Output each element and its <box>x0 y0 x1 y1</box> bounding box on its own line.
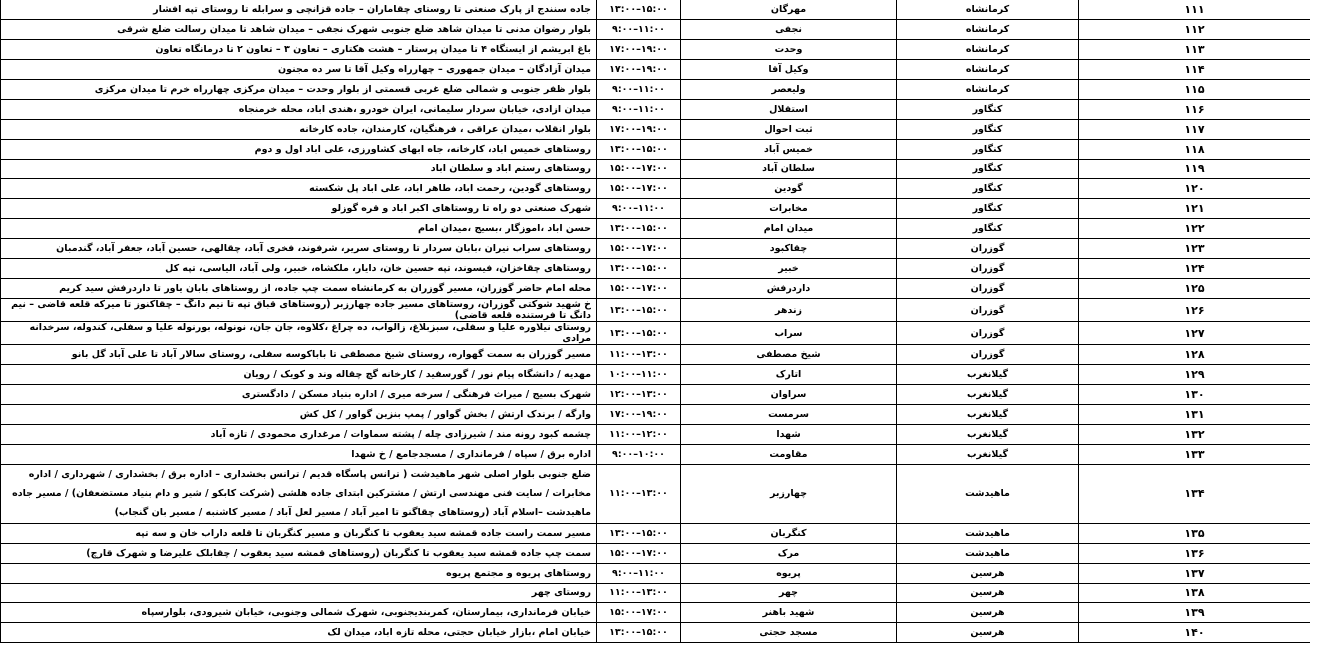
time-window-cell: ۱۷:۰۰–۱۹:۰۰ <box>597 119 681 139</box>
area-description-cell: روستاهای رستم اباد و سلطان اباد <box>1 159 597 179</box>
time-window-cell: ۹:۰۰–۱۱:۰۰ <box>597 19 681 39</box>
table-row <box>1 543 1311 563</box>
row-number-cell: ۱۱۷ <box>1079 119 1311 139</box>
area-description-cell: بلوار ظفر جنوبی و شمالی ضلع غربی قسمتی از بلوار وحدت – میدان مرکزی چهارراه خرم تا میدان مرکزی <box>1 79 597 99</box>
feeder-name-cell: سراب <box>681 322 897 345</box>
time-window-cell: ۱۵:۰۰–۱۷:۰۰ <box>597 603 681 623</box>
area-description-cell: میدان آزادگان – میدان جمهوری – چهارراه وکیل آقا تا سر ده مجنون <box>1 59 597 79</box>
city-cell: هرسین <box>897 603 1079 623</box>
feeder-name-cell: خبیر <box>681 259 897 279</box>
city-cell: گوزران <box>897 322 1079 345</box>
feeder-name-cell: وحدت <box>681 39 897 59</box>
row-number-cell: ۱۲۱ <box>1079 199 1311 219</box>
table-row <box>1 424 1311 444</box>
city-cell: گیلانغرب <box>897 444 1079 464</box>
row-number-cell: ۱۳۵ <box>1079 523 1311 543</box>
page-margin <box>1310 0 1328 667</box>
row-number-cell: ۱۱۳ <box>1079 39 1311 59</box>
feeder-name-cell: سراوان <box>681 384 897 404</box>
city-cell: کنگاور <box>897 219 1079 239</box>
feeder-name-cell: ولیعصر <box>681 79 897 99</box>
feeder-name-cell: سلطان آباد <box>681 159 897 179</box>
row-number-cell: ۱۳۷ <box>1079 563 1311 583</box>
city-cell: کنگاور <box>897 159 1079 179</box>
area-description-cell: میدان ازادی، خیابان سردار سلیمانی، ایران خودرو ،هندی اباد، محله خرمنجاه <box>1 99 597 119</box>
time-window-cell: ۹:۰۰–۱۱:۰۰ <box>597 199 681 219</box>
area-description-cell: خ شهید شوکتی گوزران، روستاهای مسیر جاده چهارزبر (روستاهای قباق تپه تا نیم دانگ – چقاکنوز تا میرکه قلعه قاضی – نیم دانگ تا فرستنده قلعه قاضی) <box>1 299 597 322</box>
feeder-name-cell: گودین <box>681 179 897 199</box>
time-window-cell: ۱۰:۰۰–۱۱:۰۰ <box>597 365 681 385</box>
feeder-name-cell: زندهر <box>681 299 897 322</box>
area-description-cell: اداره برق / سپاه / فرمانداری / مسجدجامع / خ شهدا <box>1 444 597 464</box>
table-row <box>1 199 1311 219</box>
row-number-cell: ۱۳۴ <box>1079 464 1311 523</box>
schedule-table-body <box>1 0 1311 643</box>
area-description-cell: روستاهای پریوه و مجتمع پریوه <box>1 563 597 583</box>
feeder-name-cell: ثبت احوال <box>681 119 897 139</box>
area-description-cell: مسیر گوزران به سمت گهواره، روستای شیخ مصطفی تا باباکوسه سفلی، روستای سالار آباد تا علی آباد گل بانو <box>1 345 597 365</box>
feeder-name-cell: استقلال <box>681 99 897 119</box>
feeder-name-cell: داردرفش <box>681 279 897 299</box>
area-description-cell: محله امام حاضر گوزران، مسیر گوزران به کرمانشاه سمت چپ جاده، از روستاهای بابان یاور تا داردرفش سید کریم <box>1 279 597 299</box>
table-row <box>1 279 1311 299</box>
feeder-name-cell: نجفی <box>681 19 897 39</box>
time-window-cell: ۱۵:۰۰–۱۷:۰۰ <box>597 279 681 299</box>
row-number-cell: ۱۳۳ <box>1079 444 1311 464</box>
city-cell: کنگاور <box>897 139 1079 159</box>
feeder-name-cell: کنگربان <box>681 523 897 543</box>
city-cell: کنگاور <box>897 199 1079 219</box>
area-description-cell: مهدیه / دانشگاه پیام نور / گورسفید / کارخانه گچ چقاله وند و کویک / رویان <box>1 365 597 385</box>
row-number-cell: ۱۳۶ <box>1079 543 1311 563</box>
area-description-cell: بلوار انقلاب ،میدان عراقی ، فرهنگیان، کارمندان، جاده کارخانه <box>1 119 597 139</box>
feeder-name-cell: مقاومت <box>681 444 897 464</box>
time-window-cell: ۱۷:۰۰–۱۹:۰۰ <box>597 59 681 79</box>
area-description-cell: روستاهای گودین، رحمت اباد، طاهر اباد، علی اباد پل شکسته <box>1 179 597 199</box>
row-number-cell: ۱۱۵ <box>1079 79 1311 99</box>
row-number-cell: ۱۲۲ <box>1079 219 1311 239</box>
time-window-cell: ۱۳:۰۰–۱۵:۰۰ <box>597 523 681 543</box>
table-row <box>1 79 1311 99</box>
city-cell: هرسین <box>897 583 1079 603</box>
city-cell: کنگاور <box>897 179 1079 199</box>
city-cell: هرسین <box>897 563 1079 583</box>
feeder-name-cell: اتارک <box>681 365 897 385</box>
feeder-name-cell: چقاکبود <box>681 239 897 259</box>
table-row <box>1 464 1311 523</box>
row-number-cell: ۱۴۰ <box>1079 623 1311 643</box>
row-number-cell: ۱۱۴ <box>1079 59 1311 79</box>
feeder-name-cell: شهدا <box>681 424 897 444</box>
time-window-cell: ۹:۰۰–۱۰:۰۰ <box>597 444 681 464</box>
row-number-cell: ۱۱۲ <box>1079 19 1311 39</box>
area-description-cell: چشمه کبود رونه مند / شیرزادی چله / پشته سماوات / مرغداری محمودی / تازه آباد <box>1 424 597 444</box>
feeder-name-cell: مسجد حجتی <box>681 623 897 643</box>
row-number-cell: ۱۳۸ <box>1079 583 1311 603</box>
feeder-name-cell: مهرگان <box>681 0 897 19</box>
area-description-cell: خیابان فرمانداری، بیمارستان، کمربندیجنوبی، شهرک شمالی وجنوبی، خیابان شیرودی، بلوارسپاه <box>1 603 597 623</box>
time-window-cell: ۱۱:۰۰–۱۳:۰۰ <box>597 345 681 365</box>
time-window-cell: ۱۳:۰۰–۱۵:۰۰ <box>597 139 681 159</box>
area-description-cell: جاده سنندج از پارک صنعتی تا روستای چقاماران – جاده قزانچی و سرابله تا روستای تپه افشار <box>1 0 597 19</box>
table-row <box>1 119 1311 139</box>
area-description-cell: مسیر سمت راست جاده قمشه سید یعقوب تا کنگربان و مسیر کنگربان تا قلعه داراب خان و سه تپه <box>1 523 597 543</box>
area-description-cell: روستای نیلاوره علیا و سفلی، سبزبلاغ، زالوآب، ده چراغ ،کلاوه، جان جان، نونوله، بورنوله علیا و سفلی، کندوله، سرخدانه مرادی <box>1 322 597 345</box>
city-cell: ماهیدشت <box>897 464 1079 523</box>
time-window-cell: ۱۱:۰۰–۱۲:۰۰ <box>597 424 681 444</box>
time-window-cell: ۱۵:۰۰–۱۷:۰۰ <box>597 159 681 179</box>
table-row <box>1 259 1311 279</box>
row-number-cell: ۱۱۸ <box>1079 139 1311 159</box>
row-number-cell: ۱۳۲ <box>1079 424 1311 444</box>
table-row <box>1 139 1311 159</box>
area-description-cell: شهرک بسیج / میراث فرهنگی / سرخه میری / اداره بنیاد مسکن / دادگستری <box>1 384 597 404</box>
city-cell: کنگاور <box>897 99 1079 119</box>
city-cell: کرمانشاه <box>897 39 1079 59</box>
area-description-cell: روستاهای خمیس اباد، کارخانه، جاه ابهای کشاورزی، علی اباد اول و دوم <box>1 139 597 159</box>
table-row <box>1 159 1311 179</box>
time-window-cell: ۱۳:۰۰–۱۵:۰۰ <box>597 0 681 19</box>
area-description-cell: روستای چهر <box>1 583 597 603</box>
table-row <box>1 322 1311 345</box>
time-window-cell: ۱۱:۰۰–۱۳:۰۰ <box>597 464 681 523</box>
city-cell: هرسین <box>897 623 1079 643</box>
city-cell: کرمانشاه <box>897 19 1079 39</box>
feeder-name-cell: میدان امام <box>681 219 897 239</box>
city-cell: کنگاور <box>897 119 1079 139</box>
time-window-cell: ۱۳:۰۰–۱۵:۰۰ <box>597 322 681 345</box>
table-row <box>1 365 1311 385</box>
area-description-cell: خیابان امام ،بازار خیابان حجتی، محله تازه اباد، میدان لک <box>1 623 597 643</box>
time-window-cell: ۱۳:۰۰–۱۵:۰۰ <box>597 299 681 322</box>
feeder-name-cell: شیخ مصطفی <box>681 345 897 365</box>
row-number-cell: ۱۲۸ <box>1079 345 1311 365</box>
table-row <box>1 39 1311 59</box>
area-description-cell: شهرک صنعتی دو راه تا روستاهای اکبر اباد و قره گوزلو <box>1 199 597 219</box>
feeder-name-cell: وکیل آقا <box>681 59 897 79</box>
time-window-cell: ۱۳:۰۰–۱۵:۰۰ <box>597 623 681 643</box>
row-number-cell: ۱۳۱ <box>1079 404 1311 424</box>
area-description-cell: بلوار رضوان مدنی تا میدان شاهد ضلع جنوبی شهرک نجفی – میدان شاهد تا میدان رسالت ضلع شرقی <box>1 19 597 39</box>
feeder-name-cell: شهید باهنر <box>681 603 897 623</box>
row-number-cell: ۱۳۰ <box>1079 384 1311 404</box>
time-window-cell: ۱۵:۰۰–۱۷:۰۰ <box>597 239 681 259</box>
table-row <box>1 563 1311 583</box>
row-number-cell: ۱۱۶ <box>1079 99 1311 119</box>
time-window-cell: ۱۲:۰۰–۱۳:۰۰ <box>597 384 681 404</box>
area-description-cell: باغ ابریشم از ایستگاه ۴ تا میدان پرستار – هشت هکتاری – تعاون ۳ – تعاون ۲ تا درمانگاه تعاون <box>1 39 597 59</box>
city-cell: کرمانشاه <box>897 0 1079 19</box>
feeder-name-cell: مرک <box>681 543 897 563</box>
time-window-cell: ۱۱:۰۰–۱۳:۰۰ <box>597 583 681 603</box>
row-number-cell: ۱۱۱ <box>1079 0 1311 19</box>
city-cell: گیلانغرب <box>897 404 1079 424</box>
time-window-cell: ۱۷:۰۰–۱۹:۰۰ <box>597 39 681 59</box>
time-window-cell: ۱۵:۰۰–۱۷:۰۰ <box>597 179 681 199</box>
city-cell: کرمانشاه <box>897 59 1079 79</box>
table-row <box>1 583 1311 603</box>
feeder-name-cell: چهر <box>681 583 897 603</box>
table-row <box>1 99 1311 119</box>
table-row <box>1 345 1311 365</box>
row-number-cell: ۱۲۴ <box>1079 259 1311 279</box>
row-number-cell: ۱۲۵ <box>1079 279 1311 299</box>
city-cell: گوزران <box>897 345 1079 365</box>
area-description-cell: روستاهای سراب نیران ،بابان سردار تا روستای سریر، شرفوند، فخری آباد، چقالهی، حسین آباد، جعفر آباد، گندمبان <box>1 239 597 259</box>
table-row <box>1 299 1311 322</box>
feeder-name-cell: مخابرات <box>681 199 897 219</box>
area-description-cell: سمت چپ جاده قمشه سید یعقوب تا کنگربان (روستاهای قمشه سید یعقوب / چقابلک علیرضا و شهرک قارچ) <box>1 543 597 563</box>
time-window-cell: ۱۳:۰۰–۱۵:۰۰ <box>597 259 681 279</box>
city-cell: گوزران <box>897 239 1079 259</box>
row-number-cell: ۱۲۶ <box>1079 299 1311 322</box>
city-cell: گیلانغرب <box>897 384 1079 404</box>
row-number-cell: ۱۲۷ <box>1079 322 1311 345</box>
city-cell: ماهیدشت <box>897 523 1079 543</box>
table-row <box>1 444 1311 464</box>
row-number-cell: ۱۲۰ <box>1079 179 1311 199</box>
row-number-cell: ۱۲۹ <box>1079 365 1311 385</box>
table-row <box>1 384 1311 404</box>
city-cell: گیلانغرب <box>897 365 1079 385</box>
table-row <box>1 219 1311 239</box>
feeder-name-cell: پریوه <box>681 563 897 583</box>
table-row <box>1 523 1311 543</box>
table-row <box>1 0 1311 19</box>
table-row <box>1 623 1311 643</box>
feeder-name-cell: سرمست <box>681 404 897 424</box>
table-row <box>1 59 1311 79</box>
area-description-cell: وارگه / برندک ارتش / بخش گواور / پمپ بنزین گواور / کل کش <box>1 404 597 424</box>
city-cell: گوزران <box>897 279 1079 299</box>
time-window-cell: ۱۳:۰۰–۱۵:۰۰ <box>597 219 681 239</box>
table-row <box>1 404 1311 424</box>
row-number-cell: ۱۳۹ <box>1079 603 1311 623</box>
city-cell: ماهیدشت <box>897 543 1079 563</box>
feeder-name-cell: خمیس آباد <box>681 139 897 159</box>
area-description-cell: حسن اباد ،اموزگار ،بسیج ،میدان امام <box>1 219 597 239</box>
area-description-cell: ضلع جنوبی بلوار اصلی شهر ماهیدشت ( ترانس پاسگاه قدیم / ترانس بخشداری – اداره برق / بخشداری / شهرداری / اداره مخابرات / سایت فنی مهندسی ارتش / مشترکین ابتدای جاده هلشی (شرکت کابکو / شیر و دام بنیاد مستضعفان) / مسیر جاده ماهیدشت –اسلام آباد (روستاهای چقاگنو تا امیر آباد / مسیر لعل آباد / مسیر کاشنبه / مسیر بان گنجاب) <box>1 464 597 523</box>
time-window-cell: ۱۷:۰۰–۱۹:۰۰ <box>597 404 681 424</box>
area-description-cell: روستاهای چقاخزان، فیسوند، تپه حسین خان، دایار، ملکشاه، خبیر، ولی آباد، الیاسی، تپه کل <box>1 259 597 279</box>
time-window-cell: ۹:۰۰–۱۱:۰۰ <box>597 563 681 583</box>
city-cell: گیلانغرب <box>897 424 1079 444</box>
feeder-name-cell: چهارزبر <box>681 464 897 523</box>
table-row <box>1 19 1311 39</box>
time-window-cell: ۹:۰۰–۱۱:۰۰ <box>597 99 681 119</box>
city-cell: گوزران <box>897 259 1079 279</box>
table-row <box>1 603 1311 623</box>
time-window-cell: ۹:۰۰–۱۱:۰۰ <box>597 79 681 99</box>
table-row <box>1 179 1311 199</box>
table-row <box>1 239 1311 259</box>
city-cell: کرمانشاه <box>897 79 1079 99</box>
time-window-cell: ۱۵:۰۰–۱۷:۰۰ <box>597 543 681 563</box>
row-number-cell: ۱۲۳ <box>1079 239 1311 259</box>
row-number-cell: ۱۱۹ <box>1079 159 1311 179</box>
city-cell: گوزران <box>897 299 1079 322</box>
